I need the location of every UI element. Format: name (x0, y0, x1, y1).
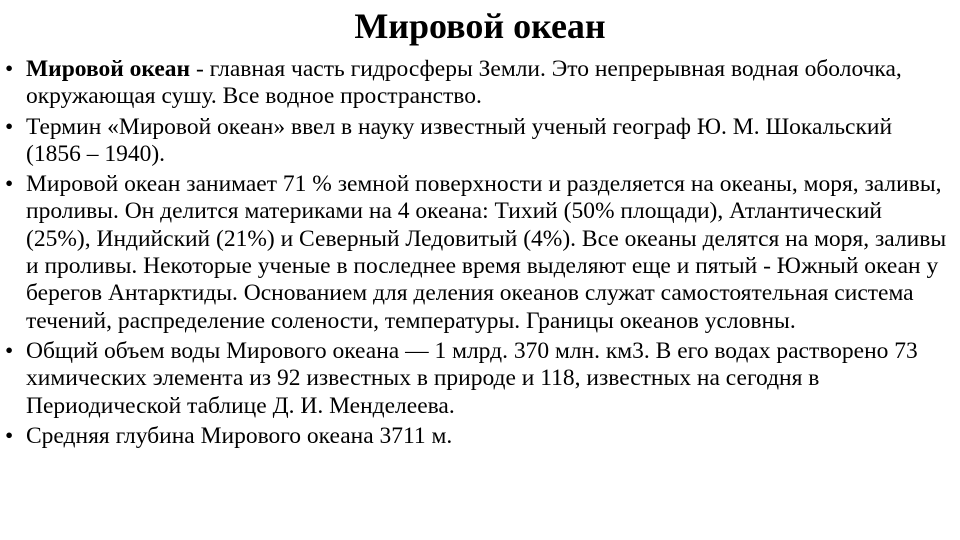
bullet-icon: • (5, 171, 14, 198)
bullet-icon: • (5, 337, 14, 364)
bullet-item (0, 338, 960, 420)
bullet-item (0, 171, 960, 335)
bullet-lead: Мировой океан (26, 56, 191, 82)
bullet-text: Мировой океан занимает 71 % земной поверхности и разделяется на океаны, моря, заливы, проливы. Он делится материками на 4 океана: Тихий (50% площади), Атлантический (25%), Индийский (21%) и Северный Ледовитый (4%). Все океаны делятся на моря, заливы и проливы. Некоторые ученые в последнее время выделяют еще и пятый - Южный океан у берегов Антарктиды. Основанием для деления океанов служат самостоятельная система течений, распределение солености, температуры. Границы океанов условны. (26, 171, 947, 334)
bullet-icon: • (5, 56, 14, 82)
bullet-text: Средняя глубина Мирового океана 3711 м. (26, 422, 453, 449)
bullet-item (0, 423, 960, 450)
bullet-text: Термин «Мировой океан» ввел в науку известный ученый географ Ю. М. Шокальский (1856 – 1940). (26, 113, 893, 167)
bullet-item (0, 114, 960, 169)
slide-title: Мировой океан (354, 6, 606, 46)
bullet-text: Общий объем воды Мирового океана — 1 млрд. 370 млн. км3. В его водах растворено 73 химических элемента из 92 известных в природе и 118, известных на сегодня в Периодической таблице Д. И. Менделеева. (26, 337, 918, 419)
bullet-text: - главная часть гидросферы Земли. Это непрерывная водная оболочка, окружающая сушу. Все водное пространство. (26, 56, 902, 110)
bullet-icon: • (5, 113, 14, 140)
bullet-item (0, 56, 960, 111)
bullet-icon: • (5, 422, 14, 449)
bullet-list (0, 56, 960, 453)
